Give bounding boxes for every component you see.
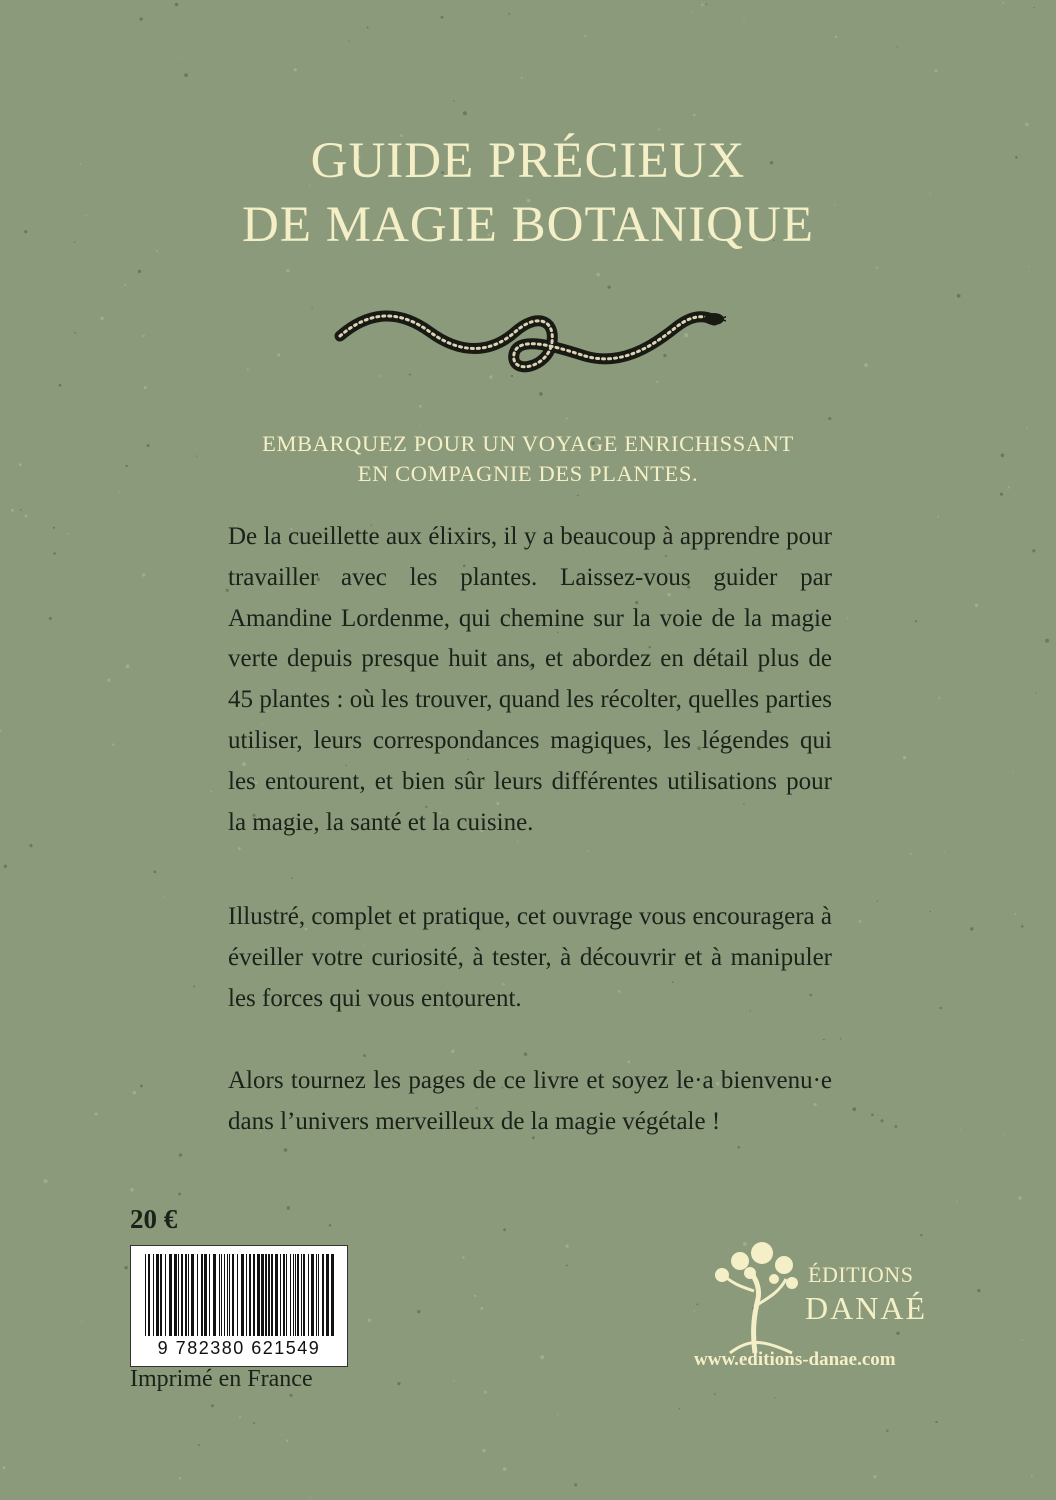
title-line-1: GUIDE PRÉCIEUX: [310, 133, 746, 189]
tagline-line-2: EN COMPAGNIE DES PLANTES.: [357, 461, 699, 486]
publisher-name-line-2: DANAÉ: [805, 1290, 927, 1326]
tree-logo-icon: [700, 1235, 810, 1355]
tagline-line-1: EMBARQUEZ POUR UN VOYAGE ENRICHISSANT: [262, 431, 794, 456]
title-line-2: DE MAGIE BOTANIQUE: [241, 197, 814, 253]
barcode: [130, 1245, 348, 1367]
description-paragraph-3: Alors tournez les pages de ce livre et soyez le·a bienvenu·e dans l’univers merveilleux de la magie végétale !: [228, 1067, 832, 1135]
barcode-icon: [139, 1252, 339, 1338]
publisher-name-line-1: ÉDITIONS: [808, 1262, 914, 1287]
publisher-website: www.editions-danae.com: [694, 1349, 896, 1370]
snake-ornament-icon: [330, 298, 726, 384]
price-label: 20 €: [130, 1204, 178, 1234]
isbn-number: 9 782380 621549: [157, 1338, 321, 1358]
printed-in-label: Imprimé en France: [130, 1366, 313, 1392]
description-paragraph-2: Illustré, complet et pratique, cet ouvrage vous encouragera à éveiller votre curiosité, à tester, à découvrir et à manipuler les forces qui vous entourent.: [228, 903, 832, 1012]
description-paragraph-1: De la cueillette aux élixirs, il y a beaucoup à apprendre pour travailler avec les plantes. Laissez-vous guider par Amandine Lordenme, qui chemine sur la voie de la magie verte depuis presque huit ans, et abordez en détail plus de 45 plantes : où les trouver, quand les récolter, quelles parties utiliser, leurs correspondances magiques, les légendes qui les entourent, et bien sûr leurs différentes utilisations pour la magie, la santé et la cuisine.: [228, 523, 832, 836]
